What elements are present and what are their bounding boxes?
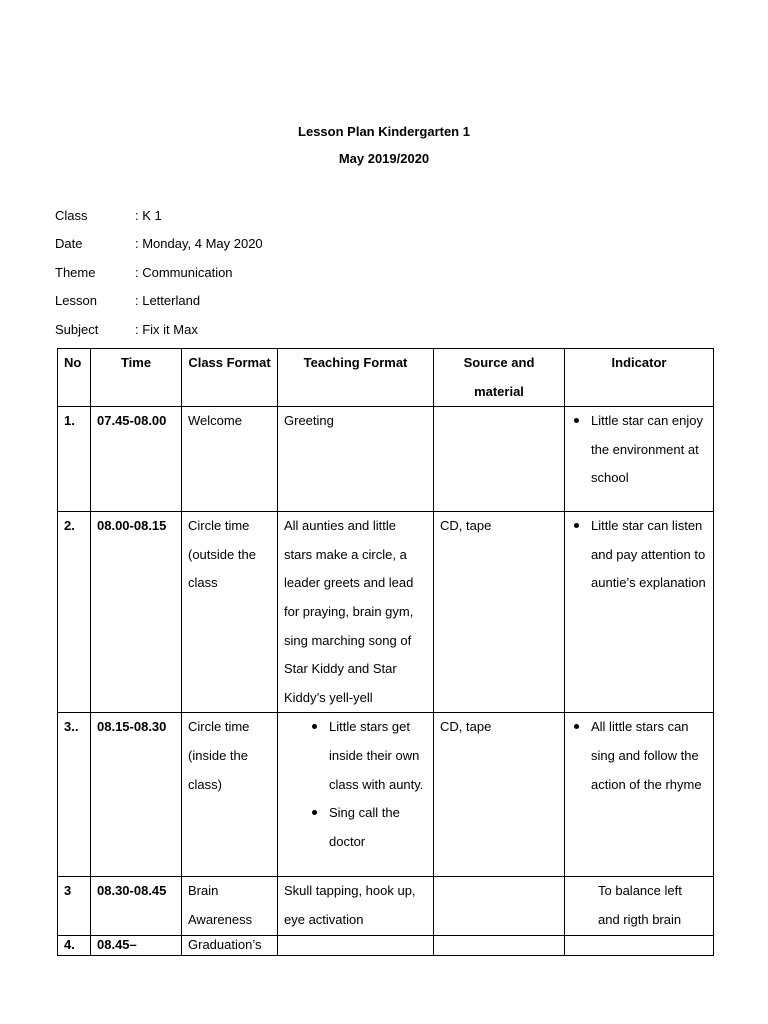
cell-indicator [565,512,714,713]
cell-teaching-format: Greeting [278,407,434,512]
bullet-icon [574,523,579,528]
cell-class-format: Welcome [182,407,278,512]
table-row [58,877,714,935]
cell-source: CD, tape [434,713,565,877]
cell-time: 08.45– [91,935,182,955]
info-label: Theme [55,265,96,280]
teaching-bullet-text: Sing call the doctor [329,805,400,849]
list-item [284,713,427,799]
cell-indicator [565,935,714,955]
cell-teaching-format [278,935,434,955]
cell-source: CD, tape [434,512,565,713]
list-item [571,713,707,799]
cell-class-format: Brain Awareness [182,877,278,935]
table-row [58,935,714,955]
indicator-text: Little star can listen and pay attention to auntie’s explanation [591,518,706,591]
indicator-text: To balance left and rigth brain [598,883,682,927]
table-header-row [58,349,714,407]
column-header-no: No [58,349,91,407]
document-title: Lesson Plan Kindergarten 1 [298,124,470,139]
table-row [58,512,714,713]
info-value: : Communication [135,265,233,280]
list-item [284,799,427,856]
cell-time: 07.45-08.00 [91,407,182,512]
list-item [571,407,707,493]
info-value: : Monday, 4 May 2020 [135,236,263,251]
teaching-bullet-text: Little stars get inside their own class with aunty. [329,719,424,792]
info-label: Lesson [55,293,97,308]
cell-teaching-format: All aunties and little stars make a circle, a leader greets and lead for praying, brain gym, sing marching song of Star Kiddy and Star Kiddy’s yell-yell [278,512,434,713]
cell-source [434,935,565,955]
column-header-source-material: Source and material [434,349,565,407]
cell-no: 2. [58,512,91,713]
info-value: : K 1 [135,208,162,223]
cell-indicator [565,713,714,877]
cell-teaching-format [278,713,434,877]
cell-no: 3 [58,877,91,935]
indicator-text: All little stars can sing and follow the action of the rhyme [591,719,702,792]
info-label: Date [55,236,83,251]
list-item [571,512,707,598]
document-subtitle: May 2019/2020 [338,151,430,166]
cell-source [434,407,565,512]
cell-class-format: Circle time (inside the class) [182,713,278,877]
cell-source [434,877,565,935]
cell-time: 08.00-08.15 [91,512,182,713]
indicator-text: Little star can enjoy the environment at school [591,413,704,486]
cell-class-format: Circle time (outside the class [182,512,278,713]
cell-indicator [565,407,714,512]
cell-no: 4. [58,935,91,955]
cell-indicator [565,877,714,935]
column-header-class-format: Class Format [182,349,278,407]
column-header-indicator: Indicator [565,349,714,407]
info-value: : Fix it Max [135,322,198,337]
cell-time: 08.15-08.30 [91,713,182,877]
cell-no: 3.. [58,713,91,877]
column-header-teaching-format: Teaching Format [278,349,434,407]
bullet-icon [574,418,579,423]
bullet-icon [574,724,579,729]
cell-no: 1. [58,407,91,512]
bullet-icon [312,724,317,729]
info-label: Subject [55,322,99,337]
table-row [58,407,714,512]
table-row [58,713,714,877]
lesson-plan-table [57,348,714,956]
cell-teaching-format: Skull tapping, hook up, eye activation [278,877,434,935]
bullet-icon [312,810,317,815]
cell-class-format: Graduation’s [182,935,278,955]
column-header-time: Time [91,349,182,407]
cell-time: 08.30-08.45 [91,877,182,935]
info-value: : Letterland [135,293,201,308]
info-label: Class [55,208,88,223]
